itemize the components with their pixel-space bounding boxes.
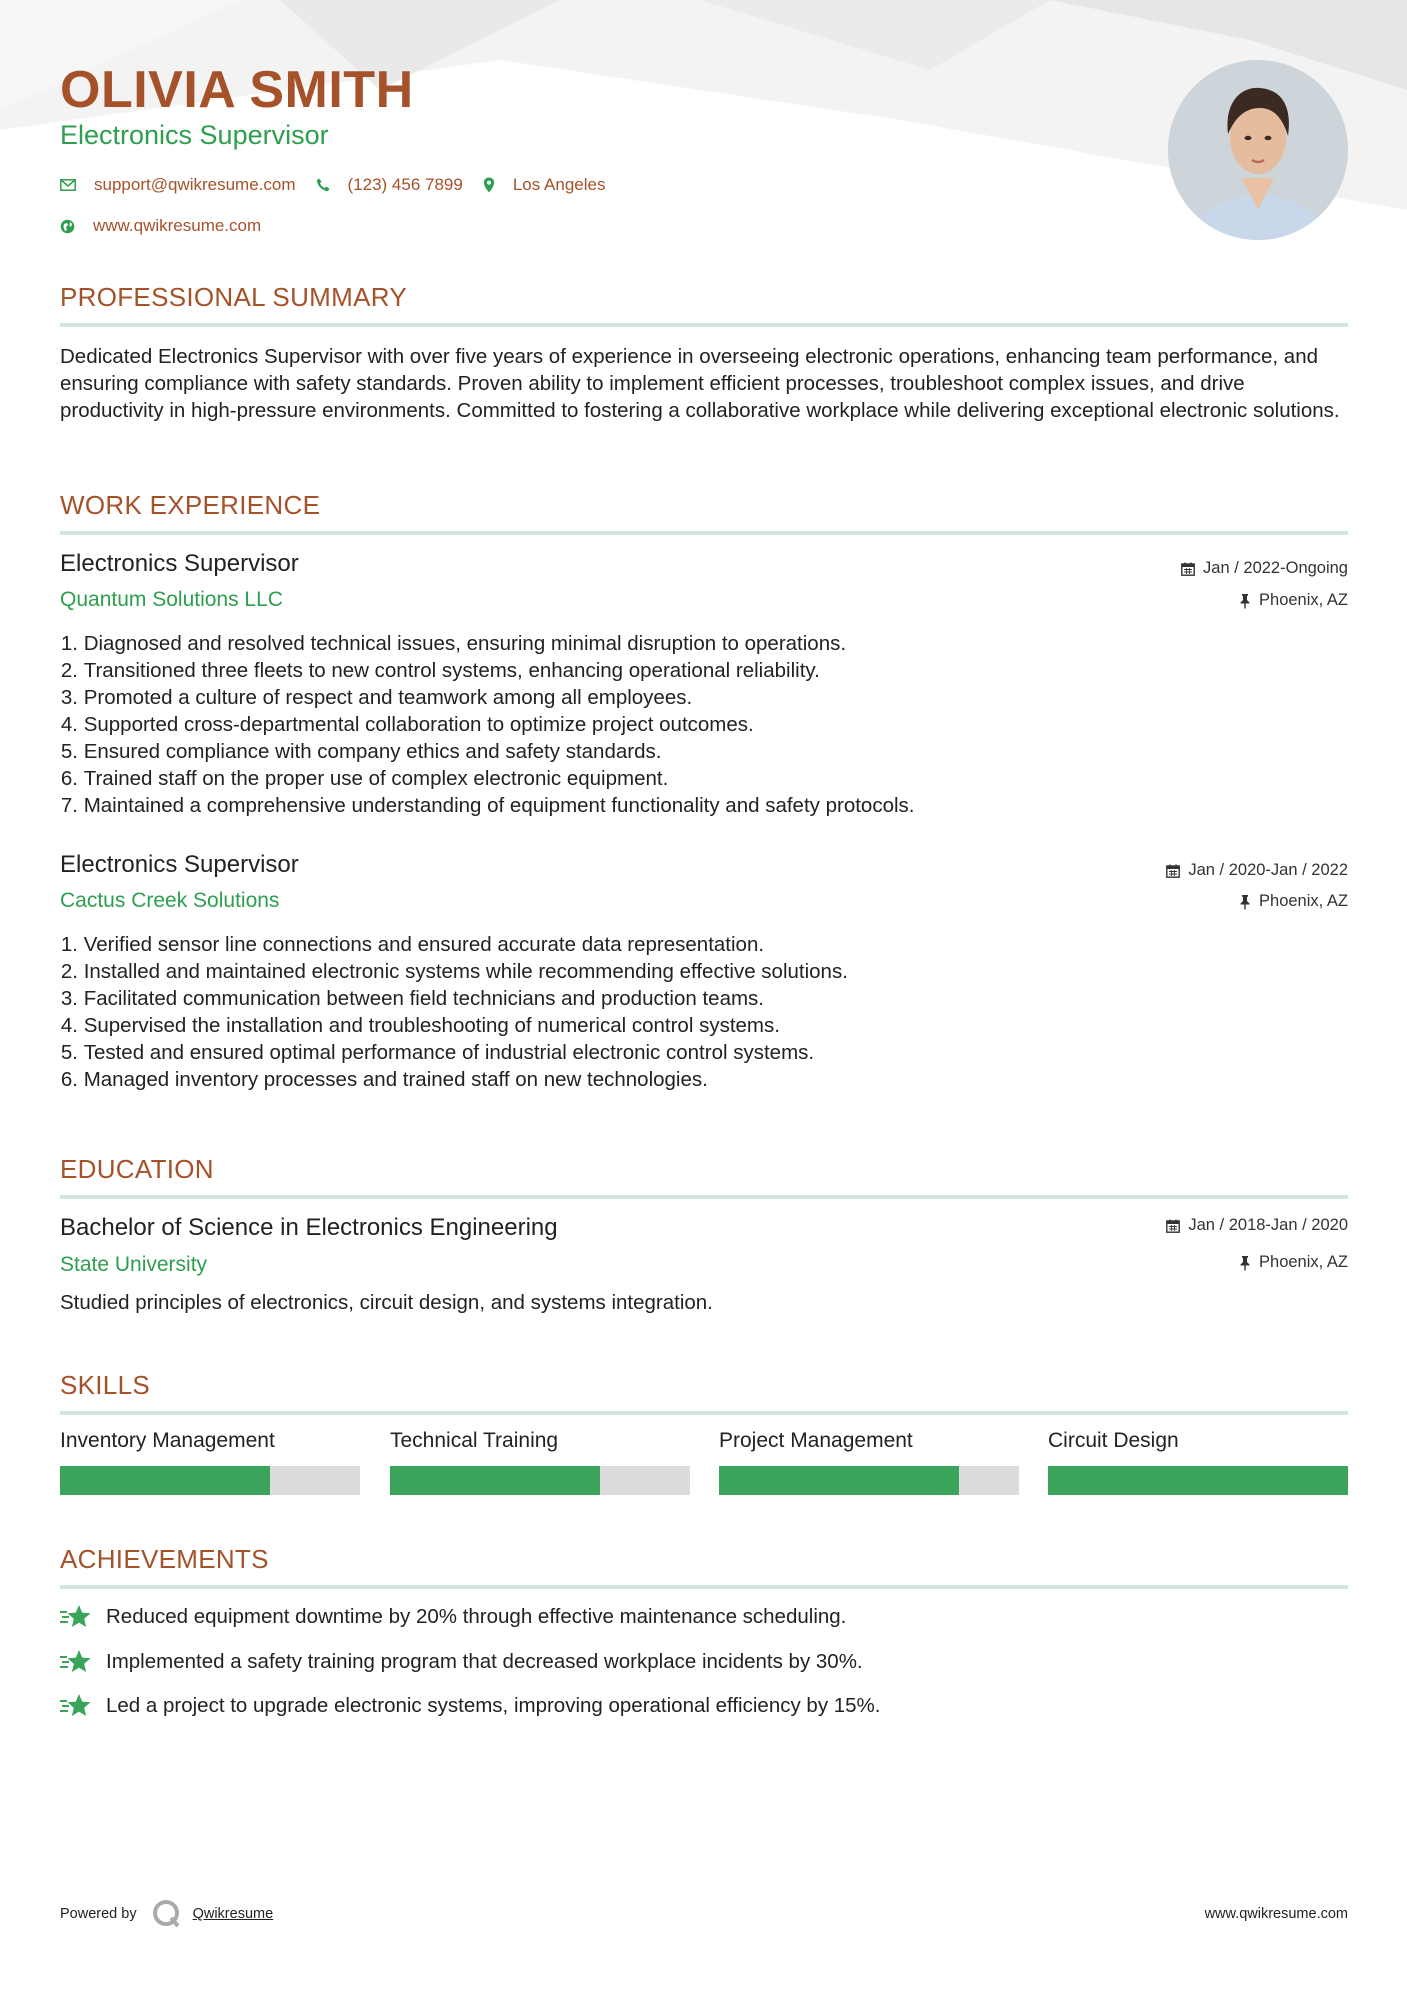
contact-website[interactable]: [60, 216, 261, 236]
achievement-item: [60, 1649, 863, 1675]
job-1-dates: [1181, 559, 1348, 578]
job-1-location-text: Phoenix, AZ: [1259, 591, 1348, 609]
list-item: 4. Supervised the installation and troubleshooting of numerical control systems.: [60, 1014, 780, 1037]
job-2-bullets: [60, 931, 1348, 1093]
skill-bar-fill: [719, 1466, 959, 1495]
achievement-item: [60, 1604, 846, 1630]
job-1-title: Electronics Supervisor: [60, 550, 299, 577]
section-professional-summary: [60, 282, 1348, 327]
education-dates-text: Jan / 2018-Jan / 2020: [1188, 1216, 1348, 1234]
list-item: 5. Tested and ensured optimal performance of industrial electronic control systems.: [60, 1041, 815, 1064]
skill-item: [390, 1429, 690, 1495]
profile-photo-illustration: [1168, 60, 1348, 240]
list-item: 7. Maintained a comprehensive understanding of equipment functionality and safety protocols.: [60, 794, 915, 817]
skill-bar-fill: [390, 1466, 600, 1495]
contact-row-1: [60, 175, 625, 195]
footer-powered-by: [60, 1898, 273, 1930]
list-item: 2. Installed and maintained electronic systems while recommending effective solutions.: [60, 960, 848, 983]
education-degree: Bachelor of Science in Electronics Engineering: [60, 1214, 558, 1241]
globe-icon: [60, 219, 75, 234]
powered-by-label: Powered by: [60, 1906, 137, 1922]
job-1-company: Quantum Solutions LLC: [60, 588, 283, 611]
list-item: 2. Transitioned three fleets to new control systems, enhancing operational reliability.: [60, 659, 820, 682]
achievement-text: Led a project to upgrade electronic systems, improving operational efficiency by 15%.: [106, 1694, 881, 1717]
map-pin-icon: [483, 177, 495, 193]
job-1-dates-text: Jan / 2022-Ongoing: [1203, 559, 1348, 577]
section-work-experience: [60, 490, 1348, 535]
list-item: 1. Verified sensor line connections and ensured accurate data representation.: [60, 933, 765, 956]
footer-website[interactable]: www.qwikresume.com: [1204, 1906, 1348, 1922]
section-divider: [60, 323, 1348, 327]
job-2-location-text: Phoenix, AZ: [1259, 892, 1348, 910]
phone-icon: [316, 178, 330, 192]
achievement-text: Reduced equipment downtime by 20% through effective maintenance scheduling.: [106, 1605, 847, 1628]
pushpin-icon: [1239, 1255, 1251, 1271]
skill-label: Circuit Design: [1048, 1429, 1179, 1452]
pushpin-icon: [1239, 593, 1251, 609]
section-title-skills: SKILLS: [60, 1370, 150, 1400]
list-item: 6. Trained staff on the proper use of complex electronic equipment.: [60, 767, 669, 790]
qwikresume-link[interactable]: Qwikresume: [192, 1906, 274, 1922]
skill-bar-track: [60, 1466, 360, 1495]
list-item: 3. Promoted a culture of respect and teamwork among all employees.: [60, 686, 693, 709]
summary-text: Dedicated Electronics Supervisor with over five years of experience in overseeing electronic operations, enhancing team performance, and ensuring compliance with safety standards. Proven ability to implement efficient processes, troubleshoot complex issues, and drive productivity in high-pressure environments. Committed to fostering a collaborative workplace while delivering exceptional electronic solutions.: [60, 345, 1340, 422]
list-item: 6. Managed inventory processes and trained staff on new technologies.: [60, 1068, 708, 1091]
star-achievement-icon: [60, 1649, 94, 1675]
pushpin-icon: [1239, 894, 1251, 910]
list-item: 4. Supported cross-departmental collaboration to optimize project outcomes.: [60, 713, 754, 736]
contact-row-2: [60, 216, 281, 236]
skill-bar-fill: [1048, 1466, 1348, 1495]
section-divider: [60, 1585, 1348, 1589]
section-education: [60, 1154, 1348, 1199]
education-description: Studied principles of electronics, circuit design, and systems integration.: [60, 1291, 713, 1314]
skill-bar-track: [1048, 1466, 1348, 1495]
skill-bar-fill: [60, 1466, 270, 1495]
skill-bar-track: [390, 1466, 690, 1495]
education-dates: [1166, 1216, 1348, 1235]
job-1-location: [1239, 591, 1348, 610]
candidate-name: OLIVIA SMITH: [60, 61, 414, 119]
website-text: www.qwikresume.com: [93, 216, 262, 235]
section-title-summary: PROFESSIONAL SUMMARY: [60, 282, 407, 312]
education-school: State University: [60, 1253, 208, 1276]
envelope-icon: [60, 179, 76, 191]
section-achievements: [60, 1544, 1348, 1589]
star-achievement-icon: [60, 1693, 94, 1719]
section-title-achievements: ACHIEVEMENTS: [60, 1544, 269, 1574]
job-2-location: [1239, 892, 1348, 911]
candidate-title: Electronics Supervisor: [60, 120, 329, 150]
qwikresume-logo-icon: [151, 1898, 183, 1930]
section-skills: [60, 1370, 1348, 1415]
email-text: support@qwikresume.com: [94, 175, 296, 194]
skill-item: [719, 1429, 1019, 1495]
phone-text: (123) 456 7899: [347, 175, 463, 194]
skill-bar-track: [719, 1466, 1019, 1495]
profile-photo: [1168, 60, 1348, 240]
section-divider: [60, 1411, 1348, 1415]
achievement-text: Implemented a safety training program that decreased workplace incidents by 30%.: [106, 1650, 863, 1673]
section-divider: [60, 531, 1348, 535]
job-1-bullets: [60, 630, 1348, 819]
achievement-item: [60, 1693, 881, 1719]
skill-item: [60, 1429, 360, 1495]
job-2-dates-text: Jan / 2020-Jan / 2022: [1188, 861, 1348, 879]
skill-label: Technical Training: [390, 1429, 559, 1452]
job-2-company: Cactus Creek Solutions: [60, 889, 280, 912]
contact-email[interactable]: [60, 175, 296, 195]
calendar-icon: [1181, 562, 1195, 576]
skill-item: [1048, 1429, 1348, 1495]
list-item: 1. Diagnosed and resolved technical issues, ensuring minimal disruption to operations.: [60, 632, 847, 655]
skill-label: Inventory Management: [60, 1429, 275, 1452]
education-location: [1239, 1253, 1348, 1272]
job-2-title: Electronics Supervisor: [60, 851, 299, 878]
star-achievement-icon: [60, 1604, 94, 1630]
contact-location: [483, 175, 606, 195]
contact-phone[interactable]: [316, 175, 463, 195]
location-text: Los Angeles: [512, 175, 606, 194]
job-2-dates: [1166, 861, 1348, 880]
calendar-icon: [1166, 1219, 1180, 1233]
section-title-experience: WORK EXPERIENCE: [60, 490, 321, 520]
list-item: 5. Ensured compliance with company ethics and safety standards.: [60, 740, 662, 763]
section-title-education: EDUCATION: [60, 1154, 214, 1184]
calendar-icon: [1166, 864, 1180, 878]
section-divider: [60, 1195, 1348, 1199]
skill-label: Project Management: [719, 1429, 913, 1452]
list-item: 3. Facilitated communication between field technicians and production teams.: [60, 987, 764, 1010]
education-location-text: Phoenix, AZ: [1259, 1253, 1348, 1271]
